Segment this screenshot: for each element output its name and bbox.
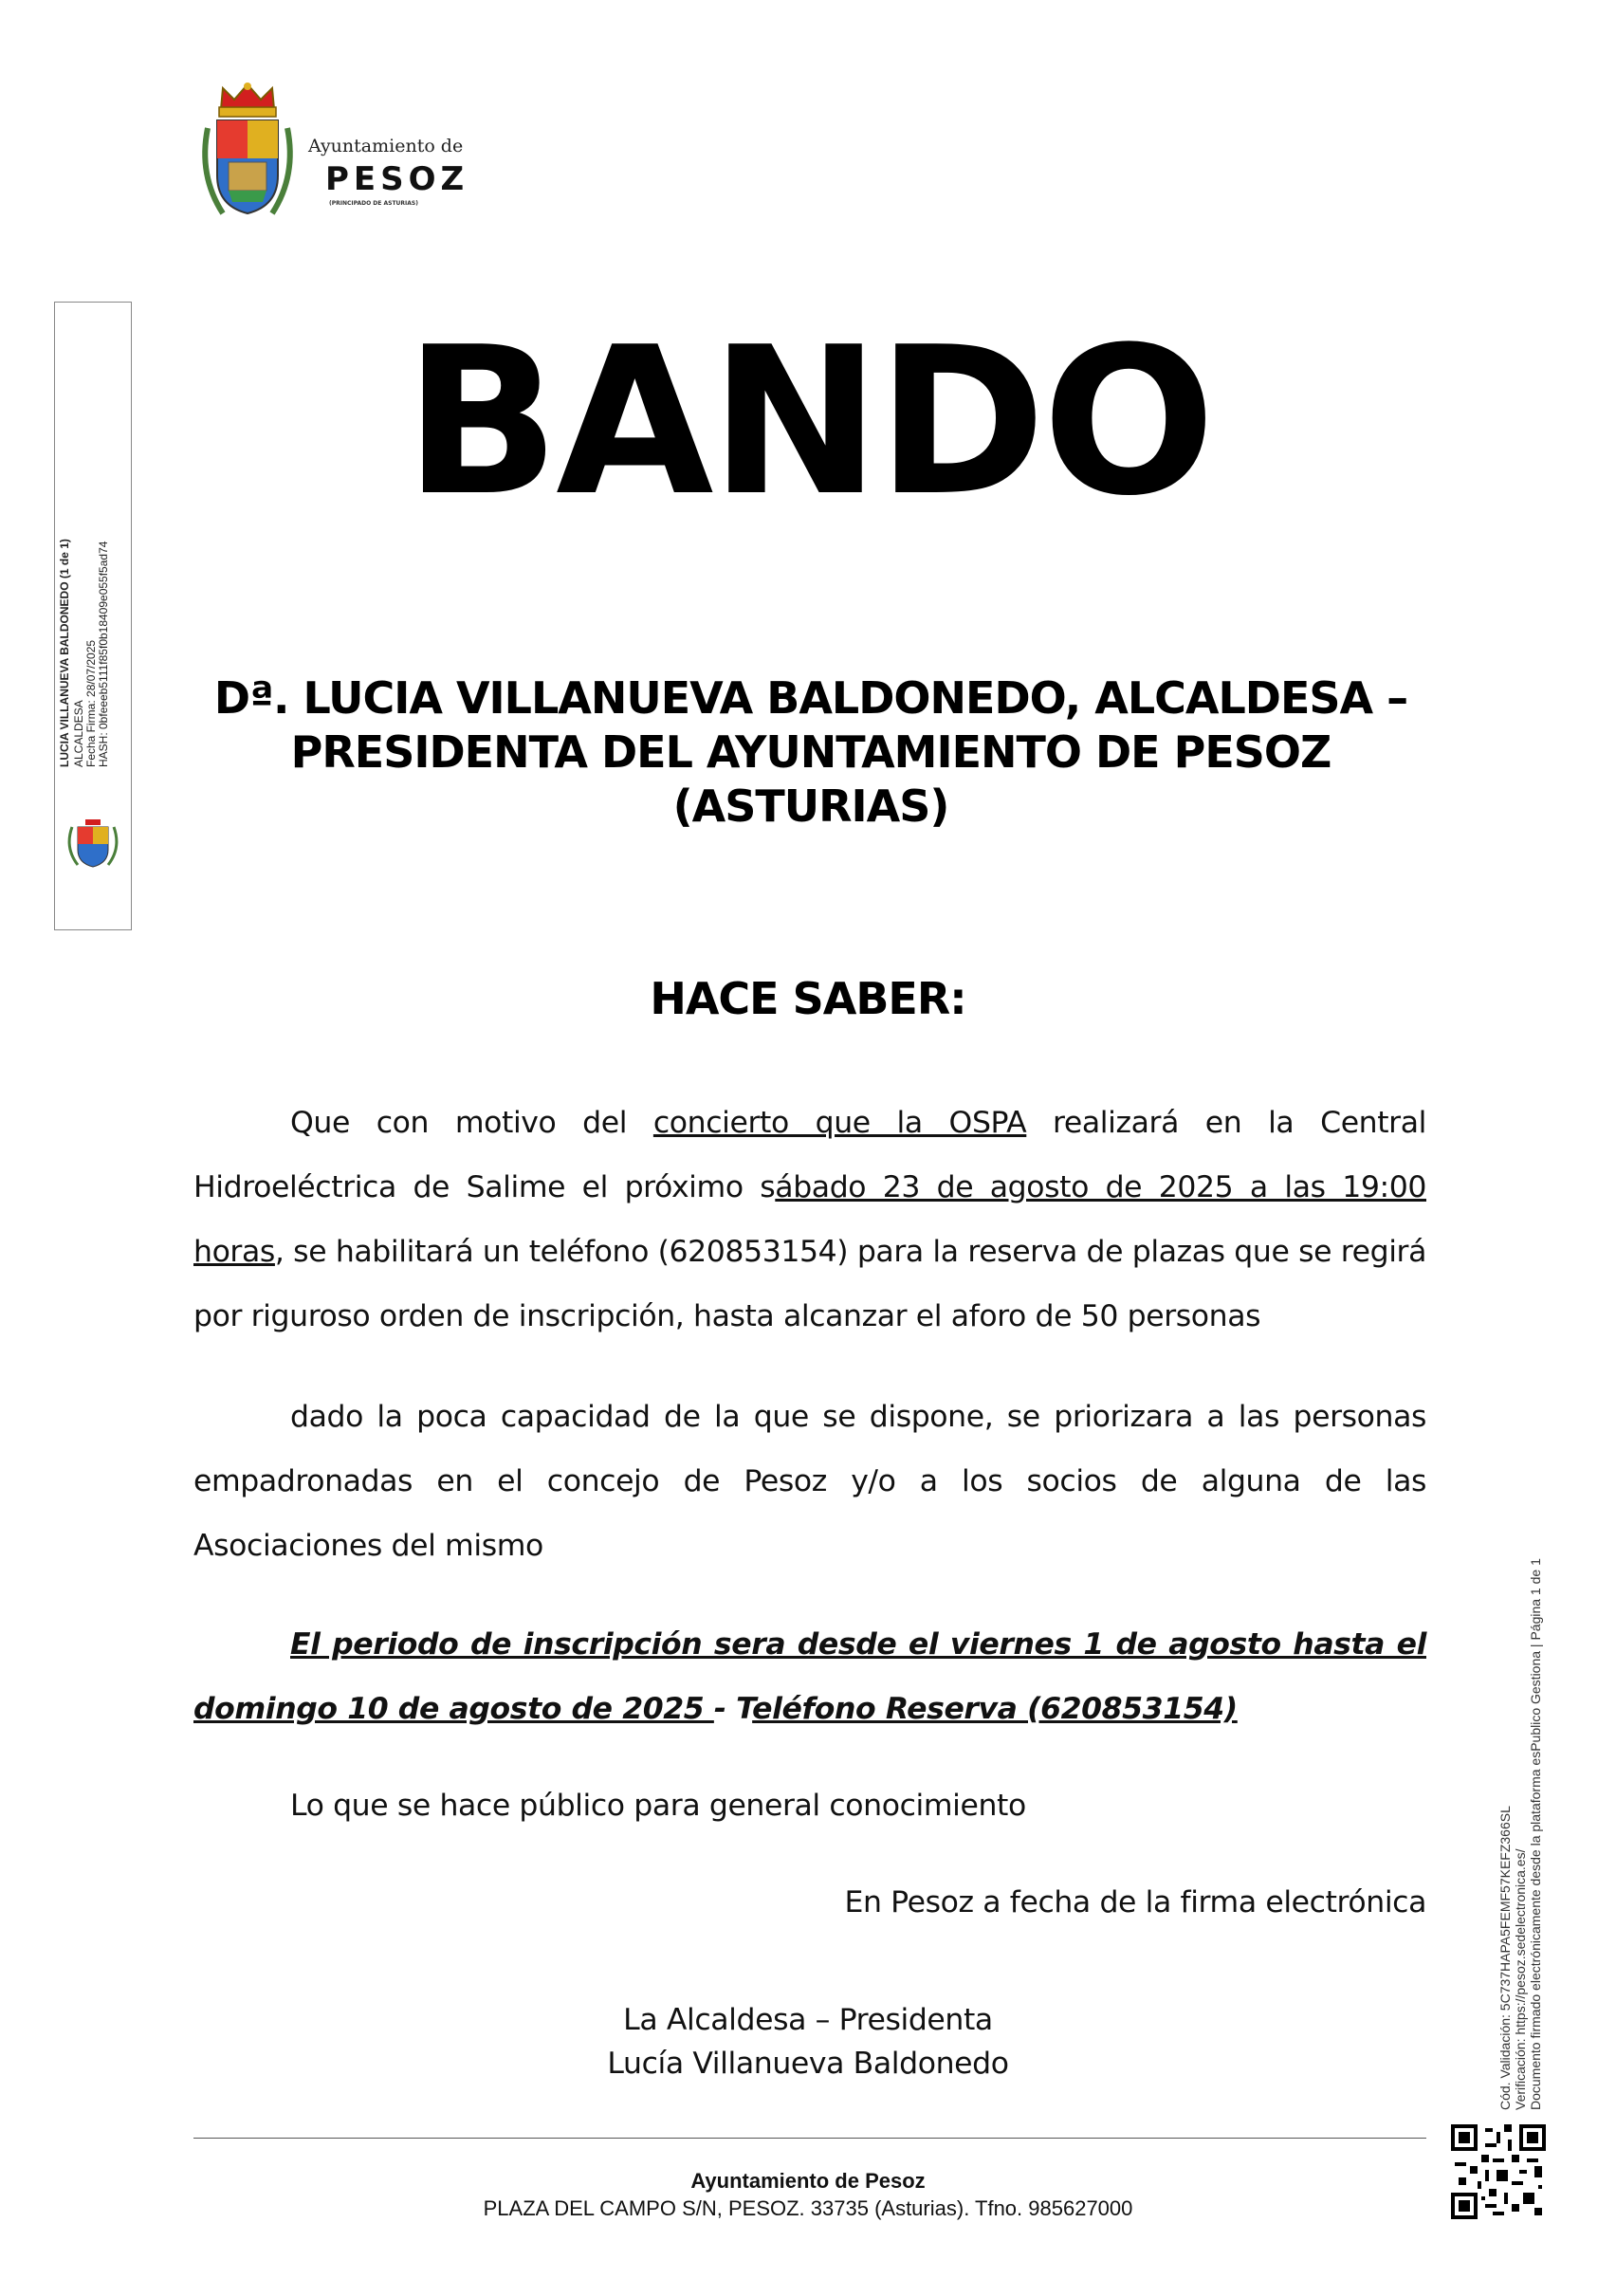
footer-address: PLAZA DEL CAMPO S/N, PESOZ. 33735 (Asturias). Tfno. 985627000: [483, 2196, 1133, 2220]
validation-code: Cód. Validación: 5C737HAPA5FEMF57KEFZ366SL: [1497, 1806, 1513, 2110]
signature-block: [0, 1998, 1616, 2085]
signature-role: La Alcaldesa – Presidenta: [623, 2003, 993, 2037]
stamp-role: ALCALDESA: [72, 700, 85, 767]
paragraph-priority: dado la poca capacidad de la que se dispone, se priorizara a las personas empadronadas en el concejo de Pesoz y/o a los socios de alguna de las Asociaciones del mismo: [193, 1400, 1426, 1563]
p1-concert-underline: concierto que la OSPA: [652, 1106, 1027, 1140]
coat-of-arms-icon: [194, 81, 301, 223]
paragraph-registration: [193, 1612, 1426, 1741]
stamp-date: Fecha Firma: 28/07/2025: [84, 639, 98, 767]
p3-separator: - T: [713, 1692, 753, 1726]
p1-text-a: Que con motivo del: [290, 1106, 653, 1140]
hace-saber-heading: HACE SABER:: [650, 973, 966, 1024]
footer-organization: Ayuntamiento de Pesoz: [690, 2169, 926, 2193]
place-date-line: En Pesoz a fecha de la firma electrónica: [844, 1885, 1426, 1919]
stamp-signer: LUCIA VILLANUEVA BALDONEDO (1 de 1): [58, 539, 71, 767]
paragraph-public: Lo que se hace público para general conocimiento: [290, 1789, 1026, 1823]
logo-line1: Ayuntamiento de: [308, 136, 464, 156]
validation-url: Verificación: https://pesoz.sedelectronica.es/: [1513, 1848, 1528, 2110]
footer-divider: [193, 2138, 1426, 2139]
p1-text-c: realizará en la Central Hidroeléctrica de Salime el próximo s: [193, 1106, 1426, 1204]
p3-period: El periodo de inscripción sera desde el viernes 1 de agosto hasta el domingo 10 de agosto de 2025: [193, 1627, 1426, 1726]
municipal-logo: [194, 81, 479, 232]
p3-phone: eléfono Reserva (620853154): [752, 1692, 1238, 1726]
validation-platform: Documento firmado electrónicamente desde la plataforma esPublico Gestiona | Página 1 de 1: [1528, 1558, 1543, 2110]
signature-name: Lucía Villanueva Baldonedo: [607, 2047, 1009, 2081]
p1-text-e: , se habilitará un teléfono (620853154) para la reserva de plazas que se regirá por riguroso orden de inscripción, hasta alcanzar el aforo de 50 personas: [193, 1235, 1426, 1333]
logo-line3: (PRINCIPADO DE ASTURIAS): [329, 200, 418, 207]
logo-line2: PESOZ: [325, 160, 469, 198]
document-title: BANDO: [404, 303, 1212, 541]
issuer-heading: Dª. LUCIA VILLANUEVA BALDONEDO, ALCALDESA – PRESIDENTA DEL AYUNTAMIENTO DE PESOZ (ASTURIAS): [213, 672, 1408, 832]
paragraph-concert: [193, 1091, 1426, 1349]
stamp-hash: HASH: 0bfeeeb5111f85f0b18409e055f5ad74: [97, 541, 110, 767]
p1-date-underline: ábado 23 de agosto de 2025 a las 19:00 horas: [193, 1170, 1426, 1269]
stamp-logo-icon: [64, 819, 121, 869]
